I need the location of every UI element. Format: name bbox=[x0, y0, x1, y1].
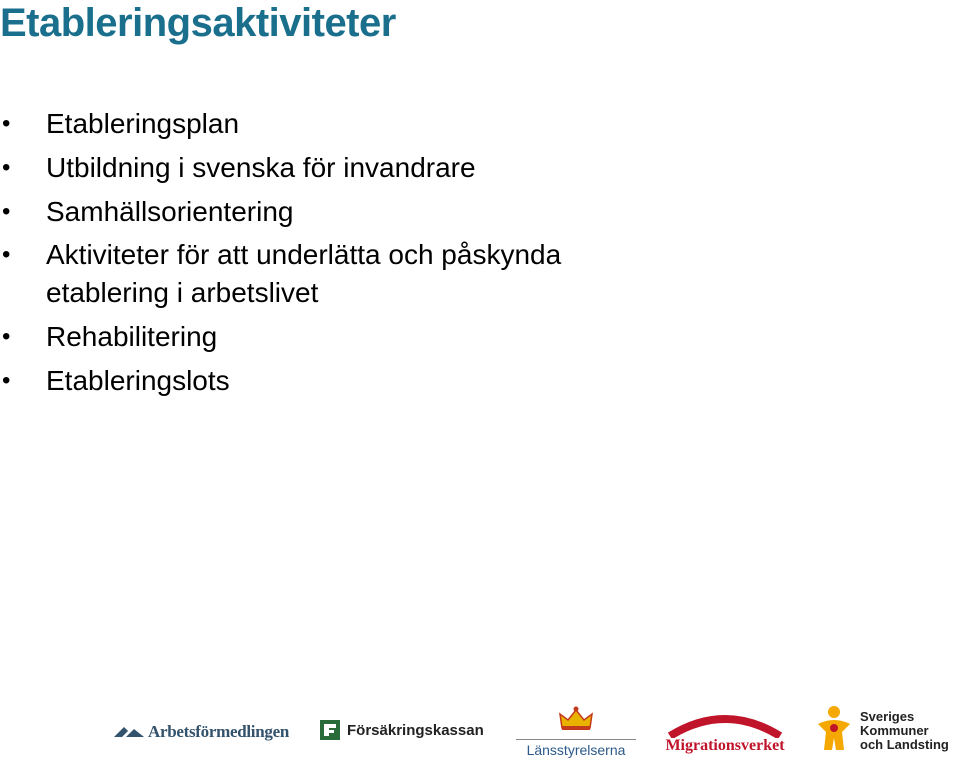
list-item bbox=[0, 236, 620, 312]
bullet-marker: • bbox=[2, 241, 11, 268]
skl-logo bbox=[814, 704, 949, 757]
page-title: Etableringsaktiviteter bbox=[0, 1, 396, 45]
bullet-text: Etableringslots bbox=[46, 365, 230, 396]
bullet-marker: • bbox=[2, 323, 11, 350]
list-item bbox=[0, 192, 620, 231]
list-item bbox=[0, 148, 620, 187]
migrationsverket-logo bbox=[658, 708, 792, 755]
forsakringskassan-logo bbox=[320, 720, 484, 740]
bullet-text: Etableringsplan bbox=[46, 108, 240, 139]
bullet-text: Utbildning i svenska för invandrare bbox=[46, 152, 476, 183]
bullet-text: Rehabilitering bbox=[46, 321, 218, 352]
arbetsformedlingen-logo-icon bbox=[114, 725, 144, 739]
list-item bbox=[0, 104, 620, 143]
bullet-marker: • bbox=[2, 154, 11, 181]
arbetsformedlingen-name: Arbetsförmedlingen bbox=[148, 722, 289, 741]
migrationsverket-name: Migrationsverket bbox=[665, 737, 785, 754]
forsakringskassan-name: Försäkringskassan bbox=[347, 721, 484, 739]
bullet-text: Aktiviteter för att underlätta och påskynda etablering i arbetslivet bbox=[46, 239, 562, 308]
list-item bbox=[0, 361, 620, 400]
list-item bbox=[0, 317, 620, 356]
bullet-list bbox=[0, 104, 620, 405]
arbetsformedlingen-logo bbox=[114, 722, 289, 742]
lansstyrelserna-name: Länsstyrelserna bbox=[526, 742, 626, 758]
lansstyrelserna-logo bbox=[516, 706, 636, 758]
forsakringskassan-logo-icon bbox=[320, 720, 340, 740]
bullet-marker: • bbox=[2, 198, 11, 225]
crown-icon bbox=[556, 719, 596, 736]
bullet-marker: • bbox=[2, 110, 11, 137]
footer-logos bbox=[0, 700, 960, 760]
bullet-text: Samhällsorientering bbox=[46, 196, 294, 227]
bullet-marker: • bbox=[2, 367, 11, 394]
divider bbox=[516, 739, 636, 740]
skl-figure-icon bbox=[814, 704, 854, 757]
skl-name: Sveriges Kommuner och Landsting bbox=[860, 708, 949, 752]
